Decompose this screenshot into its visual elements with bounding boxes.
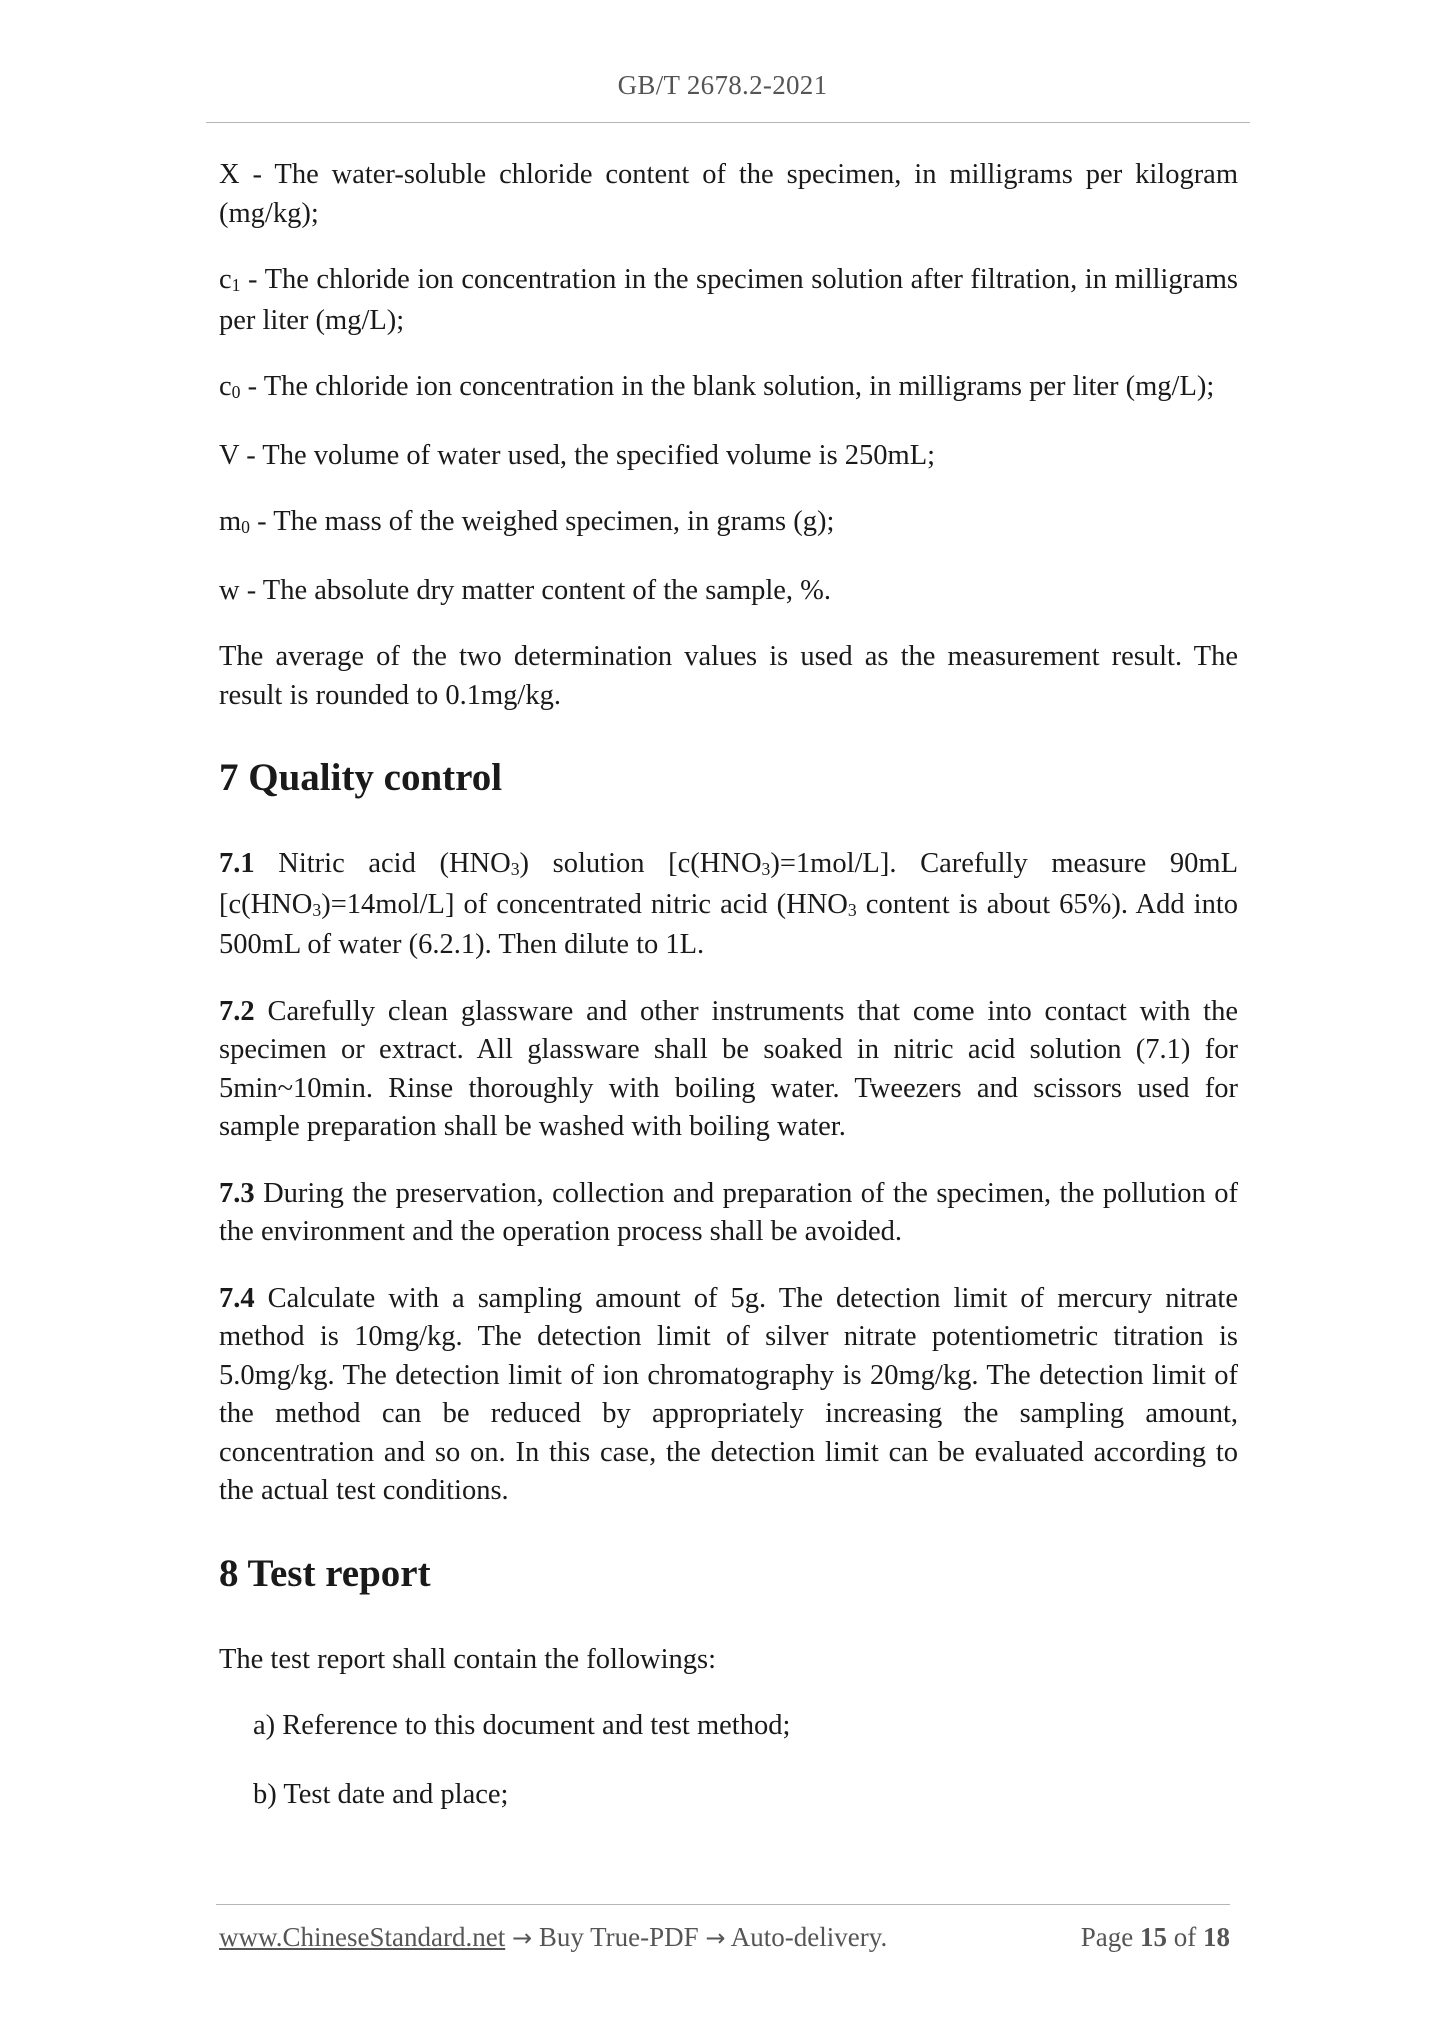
subscript-3: 3: [312, 899, 322, 920]
subscript-3: 3: [761, 859, 771, 880]
clause-7-1-number: 7.1: [219, 848, 255, 879]
average-result-note: The average of the two determination values is used as the measurement result. The result is rounded to 0.1mg/kg.: [219, 641, 1238, 711]
clause-7-3-text: During the preservation, collection and preparation of the specimen, the pollution of the environment and the operation process shall be avoided.: [219, 1177, 1238, 1247]
definition-m0: [219, 503, 1238, 544]
page-current: 15: [1140, 1922, 1167, 1952]
subscript-0: 0: [231, 382, 241, 403]
page-total: 18: [1203, 1922, 1230, 1952]
clause-7-4-text: Calculate with a sampling amount of 5g. The detection limit of mercury nitrate method is 10mg/kg. The detection limit of silver nitrate potentiometric titration is 5.0mg/kg. The detection limit of ion chromatography is 20mg/kg. The detection limit of the method can be reduced by appropriately increasing the sampling amount, concentration and so on. In this case, the detection limit can be evaluated according to the actual test conditions.: [219, 1282, 1238, 1506]
arrow-right-icon: →: [705, 1924, 726, 1952]
header-divider: [206, 122, 1250, 123]
page-label: Page: [1080, 1922, 1134, 1952]
definition-c0-text: - The chloride ion concentration in the blank solution, in milligrams per liter (mg/L);: [240, 371, 1215, 402]
clause-7-3-number: 7.3: [219, 1177, 255, 1209]
clause-7-2-text: Carefully clean glassware and other instruments that come into contact with the specimen or extract. All glassware shall be soaked in nitric acid solution (7.1) for 5min~10min. Rinse thoroughly with boiling water. Tweezers and scissors used for sample preparation shall be washed with boiling water.: [219, 995, 1238, 1142]
definition-c1-text: - The chloride ion concentration in the specimen solution after filtration, in milligrams per liter (mg/L);: [219, 264, 1238, 336]
document-body: [219, 156, 1238, 1844]
definition-x: X - The water-soluble chloride content of the specimen, in milligrams per kilogram (mg/kg);: [219, 159, 1238, 229]
page-indicator: [1081, 1922, 1230, 1953]
clause-7-1-text-b: ) solution [c(HNO: [519, 848, 762, 879]
arrow-right-icon: →: [511, 1924, 533, 1952]
section-7-heading: 7 Quality control: [219, 756, 503, 799]
definition-v: V - The volume of water used, the specified volume is 250mL;: [219, 439, 936, 471]
auto-delivery-text: Auto-delivery.: [725, 1922, 888, 1952]
clause-7-2: [219, 993, 1238, 1147]
subscript-3: 3: [847, 899, 857, 920]
clause-7-1: [219, 845, 1238, 965]
clause-7-1-text-d: )=14mol/L] of concentrated nitric acid (HNO: [321, 888, 848, 920]
clause-7-2-number: 7.2: [219, 995, 255, 1027]
clause-7-1-text-a: Nitric acid (HNO: [254, 848, 511, 879]
document-header: GB/T 2678.2-2021: [617, 70, 828, 100]
page-footer: [219, 1922, 1230, 1962]
page-of-label: of: [1173, 1922, 1197, 1952]
footer-divider: [216, 1904, 1230, 1905]
symbol-c0: c: [219, 371, 232, 402]
definition-c1: [219, 261, 1238, 340]
clause-7-3: [219, 1175, 1238, 1252]
definition-c0: [219, 368, 1238, 409]
list-item: a) Reference to this document and test method;: [253, 1710, 791, 1741]
list-item: b) Test date and place;: [253, 1778, 509, 1810]
subscript-3: 3: [510, 859, 520, 880]
subscript-1: 1: [231, 275, 241, 296]
test-report-intro: The test report shall contain the followings:: [219, 1643, 717, 1675]
clause-7-1-text-e: content is about 65%). Add into 500mL of water (6.2.1). Then dilute to 1L.: [219, 888, 1238, 960]
buy-pdf-text: Buy True-PDF: [532, 1922, 706, 1952]
clause-7-4-number: 7.4: [219, 1282, 255, 1314]
footer-promo: [219, 1922, 887, 1953]
definition-w: w - The absolute dry matter content of the sample, %.: [219, 574, 832, 606]
section-8-heading: 8 Test report: [219, 1551, 431, 1595]
clause-7-4: [219, 1280, 1238, 1511]
clause-7-1-text-c: )=1mol/L]. Carefully measure 90mL [c(HNO: [219, 848, 1239, 920]
site-link[interactable]: www.ChineseStandard.net: [219, 1922, 506, 1952]
symbol-m0: m: [219, 506, 242, 537]
symbol-c1: c: [219, 264, 232, 295]
definition-m0-text: - The mass of the weighed specimen, in grams (g);: [250, 506, 835, 537]
subscript-m0: 0: [241, 517, 250, 538]
